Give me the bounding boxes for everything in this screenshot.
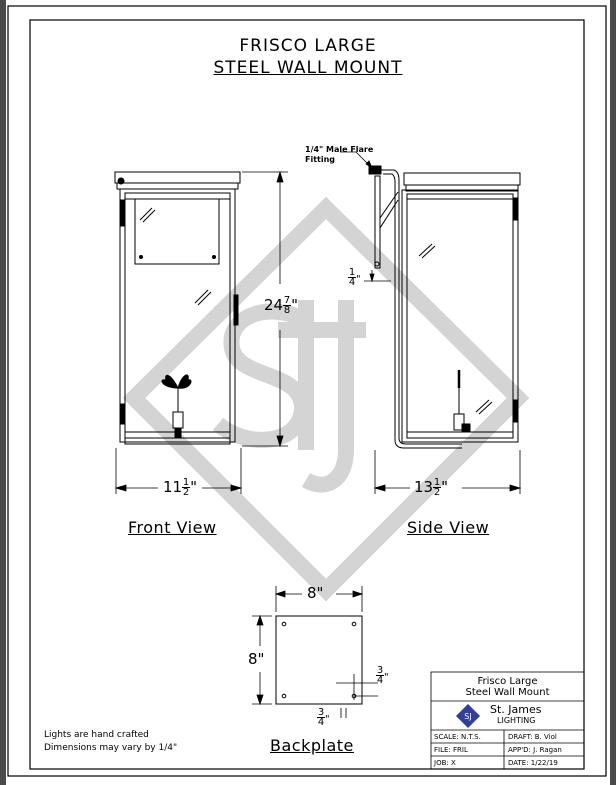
fitting-callout-line1: 1/4" Male Flare [305,145,374,154]
height-whole: 24 [264,296,284,314]
backplate-label: Backplate [270,736,354,755]
front-width-whole: 11 [163,478,183,496]
side-depth-num: 1 [433,477,441,488]
hole-offset-right-label [376,666,389,685]
height-unit: " [291,296,298,314]
front-width-unit: " [190,478,197,496]
offset-unit: " [356,274,361,285]
height-num: 7 [283,295,291,306]
side-depth-unit: " [441,478,448,496]
side-view-lantern [369,166,520,448]
front-view-label: Front View [128,518,217,537]
drawing-title: FRISCO LARGE [239,36,377,56]
side-view-label: Side View [407,518,490,537]
hole-bottom-den: 4 [317,717,325,728]
drawing-subtitle: STEEL WALL MOUNT [213,58,403,78]
backplate-width-label: 8" [307,584,324,602]
note-dimension-variance: Dimensions may vary by 1/4" [44,743,178,753]
drawing-sheet [6,0,610,785]
hole-bottom-unit: " [325,714,330,725]
tb-approved: APP'D: J. Ragan [508,746,562,754]
backplate-height-label: 8" [248,650,265,668]
height-den: 8 [283,305,291,316]
logo-text: SJ [464,712,472,721]
front-width-den: 2 [182,487,190,498]
tb-company: St. James [490,703,542,716]
tb-date: DATE: 1/22/19 [508,759,558,767]
tb-job: JOB: X [434,759,456,767]
tb-draft: DRAFT: B. Viol [508,733,557,741]
tb-scale: SCALE: N.T.S. [434,733,481,741]
offset-label [348,268,361,287]
fitting-callout-line2: Fitting [305,155,336,164]
hole-offset-bottom-label [317,708,330,727]
height-dimension-label [264,296,298,315]
tb-product-line1: Frisco Large [477,676,538,687]
fitting-leader [340,152,372,168]
side-depth-label [414,478,448,497]
tb-company-sub: LIGHTING [497,716,536,725]
offset-num: 1 [348,267,356,278]
backplate-view [276,616,362,704]
hole-right-num: 3 [376,665,384,676]
technical-drawing [6,0,610,785]
hole-right-den: 4 [376,675,384,686]
side-depth-den: 2 [433,487,441,498]
front-width-label [163,478,197,497]
offset-den: 4 [348,277,356,288]
front-width-num: 1 [182,477,190,488]
note-hand-crafted: Lights are hand crafted [44,730,149,740]
tb-file: FILE: FRIL [434,746,468,754]
side-depth-whole: 13 [414,478,434,496]
tb-product-line2: Steel Wall Mount [465,687,550,698]
logo-icon [456,704,480,728]
backplate-dimensions [252,586,378,718]
hole-right-unit: " [384,672,389,683]
hole-bottom-num: 3 [317,707,325,718]
